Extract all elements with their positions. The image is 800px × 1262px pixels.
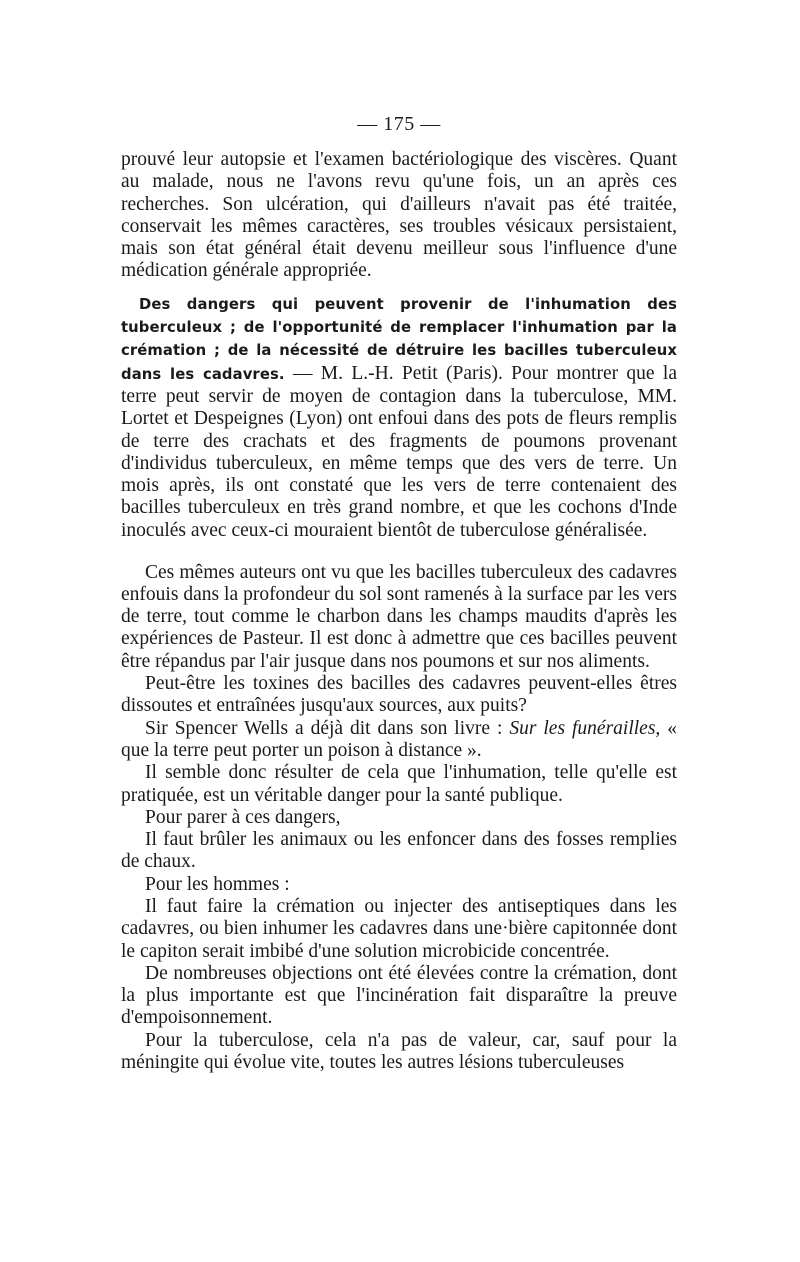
section-heading: Des dangers qui peuvent provenir de l'inhumation des tuberculeux ; de l'opportunité de remplacer l'inhumation par la crémation ; de la nécessité de détruire les bacilles tuberculeux dans les cadavres.	[121, 295, 677, 383]
section-paragraph-inhumation	[121, 293, 677, 542]
paragraph-objections: De nombreuses objections ont été élevées contre la crémation, dont la plus importante est que l'incinération fait disparaître la preuve d'empoisonnement.	[121, 962, 677, 1029]
paragraph-parer: Pour parer à ces dangers,	[145, 806, 341, 828]
paragraph-men: Pour les hommes :	[145, 873, 290, 895]
paragraph-toxins: Peut-être les toxines des bacilles des cadavres peuvent-elles êtres dissoutes et entraînées jusqu'aux sources, aux puits?	[121, 673, 677, 717]
page-number: — 175 —	[357, 113, 441, 135]
paragraph-autopsy: prouvé leur autopsie et l'examen bactériologique des viscères. Quant au malade, nous ne l'avons revu qu'une fois, un an après ces recherches. Son ulcération, qui d'ailleurs n'avait pas été traitée, conservait les mêmes caractères, ses troubles vésicaux persistaient, mais son état général était devenu meilleur sous l'influence d'une médication générale appropriée.	[121, 149, 677, 282]
book-title: Sur les funérailles,	[509, 717, 661, 739]
spencer-wells-text-a: Sir Spencer Wells a déjà dit dans son livre :	[145, 717, 510, 739]
book-page	[121, 112, 677, 1074]
spencer-wells-text-b: « que la terre peut porter un poison à distance ».	[121, 717, 677, 761]
paragraph-animals: Il faut brûler les animaux ou les enfoncer dans des fosses remplies de chaux.	[121, 829, 677, 873]
section-body: — M. L.-H. Petit (Paris). Pour montrer que la terre peut servir de moyen de contagion dans la tuberculose, MM. Lortet et Despeignes (Lyon) ont enfoui dans des pots de fleurs remplis de terre des crachats et des fragments de poumons provenant d'individus tuberculeux, en même temps que des vers de terre. Un mois après, ils ont constaté que les vers de terre contenaient des bacilles tuberculeux en très grand nombre, et que les cochons d'Inde inoculés avec ceux-ci mouraient bientôt de tuberculose généralisée.	[121, 362, 677, 541]
paragraph-spencer-wells	[121, 718, 677, 763]
paragraph-tuberculosis: Pour la tuberculose, cela n'a pas de valeur, car, sauf pour la méningite qui évolue vite, toutes les autres lésions tuberculeuses	[121, 1029, 677, 1074]
paragraph-same-authors: Ces mêmes auteurs ont vu que les bacilles tuberculeux des cadavres enfouis dans la profondeur du sol sont ramenés à la surface par les vers de terre, tout comme le charbon dans les champs maudits d'après les expériences de Pasteur. Il est donc à admettre que ces bacilles peuvent être répandus par l'air jusque dans nos poumons et sur nos aliments.	[121, 561, 677, 672]
paragraph-public-danger: Il semble donc résulter de cela que l'inhumation, telle qu'elle est pratiquée, est un véritable danger pour la santé publique.	[121, 762, 677, 806]
paragraph-cremation-method: Il faut faire la crémation ou injecter des antiseptiques dans les cadavres, ou bien inhumer les cadavres dans une·bière capitonnée dont le capiton serait imbibé d'une solution microbicide concentrée.	[121, 896, 677, 962]
